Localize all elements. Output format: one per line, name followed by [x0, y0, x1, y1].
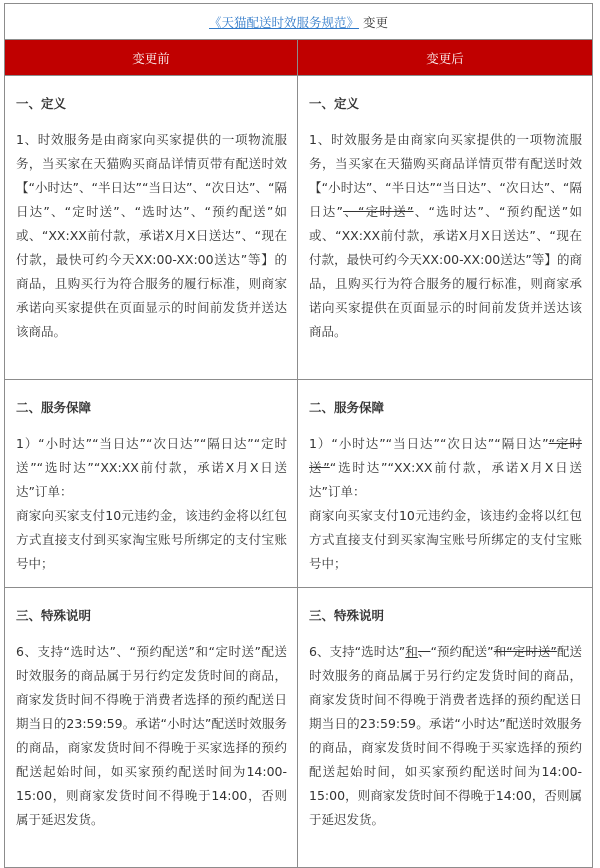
section-text — [309, 432, 582, 504]
section-title: 三、特殊说明 — [16, 608, 92, 623]
section-text: 商家向买家支付10元违约金，该违约金将以红包方式直接支付到买家淘宝账号所绑定的支付宝账号中； — [16, 508, 287, 571]
text-segment: “选时达”“XX:XX前付款，承诺X月X日送达”订单： — [309, 460, 582, 499]
text-segment: 、“选时达”、“预约配送”如或、“XX:XX前付款，承诺X月X日送达”、“现在付款，最快可约今天XX:00-XX:00送达”等】的商品，且购买行为符合服务的履行标准，则商家承诺向买家提供在页面显示的时间前发货并送达该商品。 — [309, 204, 583, 339]
inserted-text: 和 — [405, 644, 418, 659]
section-title: 一、定义 — [16, 96, 67, 111]
deleted-text: “定时送” — [309, 436, 582, 475]
section-title: 三、特殊说明 — [309, 608, 385, 623]
comparison-table — [4, 3, 593, 868]
section-text: 1）“小时达”“当日达”“次日达”“隔日达”“定时送”“选时达”“XX:XX前付款，承诺X月X日送达”订单： — [16, 436, 287, 499]
deleted-text: 、 — [417, 644, 431, 659]
before-cell-special — [5, 588, 298, 868]
section-text: 商家向买家支付10元违约金，该违约金将以红包方式直接支付到买家淘宝账号所绑定的支付宝账号中； — [309, 508, 582, 571]
text-segment: 配送时效服务的商品属于另行约定发货时间的商品，商家发货时间不得晚于消费者选择的预约配送日期当日的23:59:59。承诺“小时达”配送时效服务的商品，商家发货时间不得晚于买家选择的预约配送起始时间，如买家预约配送时间为14:00-15:00，则商家发货时间不得晚于14:00，否则属于延迟发货。 — [309, 644, 583, 827]
section-row-definition — [5, 76, 593, 380]
section-title: 二、服务保障 — [309, 400, 385, 415]
header-before: 变更前 — [5, 40, 298, 76]
header-after: 变更后 — [298, 40, 593, 76]
section-text — [309, 640, 582, 832]
section-text: 6、支持“选时达”、“预约配送”和“定时送”配送时效服务的商品属于另行约定发货时间的商品，商家发货时间不得晚于消费者选择的预约配送日期当日的23:59:59。承诺“小时达”配送时效服务的商品，商家发货时间不得晚于买家选择的预约配送起始时间，如买家预约配送时间为14:00-15:00，则商家发货时间不得晚于14:00，否则属于延迟发货。 — [16, 644, 287, 827]
rule-change-document — [4, 3, 592, 868]
before-cell-definition — [5, 76, 298, 380]
text-segment: 1）“小时达”“当日达”“次日达”“隔日达” — [309, 436, 549, 451]
text-segment: “预约配送” — [430, 644, 494, 659]
title-row — [5, 4, 593, 40]
text-segment: 6、支持“选时达” — [309, 644, 406, 659]
header-row — [5, 40, 593, 76]
deleted-text: 、“定时送” — [343, 204, 414, 219]
section-text — [309, 128, 582, 344]
text-segment: 1、时效服务是由商家向买家提供的一项物流服务，当买家在天猫购买商品详情页带有配送时效【“小时达”、“半日达”“当日达”、“次日达”、“隔日达” — [309, 132, 582, 219]
section-title: 一、定义 — [309, 96, 360, 111]
after-cell-definition — [298, 76, 593, 380]
before-cell-guarantee — [5, 380, 298, 588]
section-title: 二、服务保障 — [16, 400, 92, 415]
section-text: 1、时效服务是由商家向买家提供的一项物流服务，当买家在天猫购买商品详情页带有配送时效【“小时达”、“半日达”“当日达”、“次日达”、“隔日达”、“定时送”、“选时达”、“预约配送”如或、“XX:XX前付款，承诺X月X日送达”、“现在付款，最快可约今天XX:00-XX:00送达”等】的商品，且购买行为符合服务的履行标准，则商家承诺向买家提供在页面显示的时间前发货并送达该商品。 — [16, 132, 287, 339]
rule-title-link[interactable]: 《天猫配送时效服务规范》 — [209, 14, 360, 30]
deleted-text: 和“定时送” — [493, 644, 557, 659]
title-suffix: 变更 — [359, 14, 388, 30]
section-row-special — [5, 588, 593, 868]
document-title — [5, 4, 593, 40]
section-row-guarantee — [5, 380, 593, 588]
after-cell-special — [298, 588, 593, 868]
after-cell-guarantee — [298, 380, 593, 588]
